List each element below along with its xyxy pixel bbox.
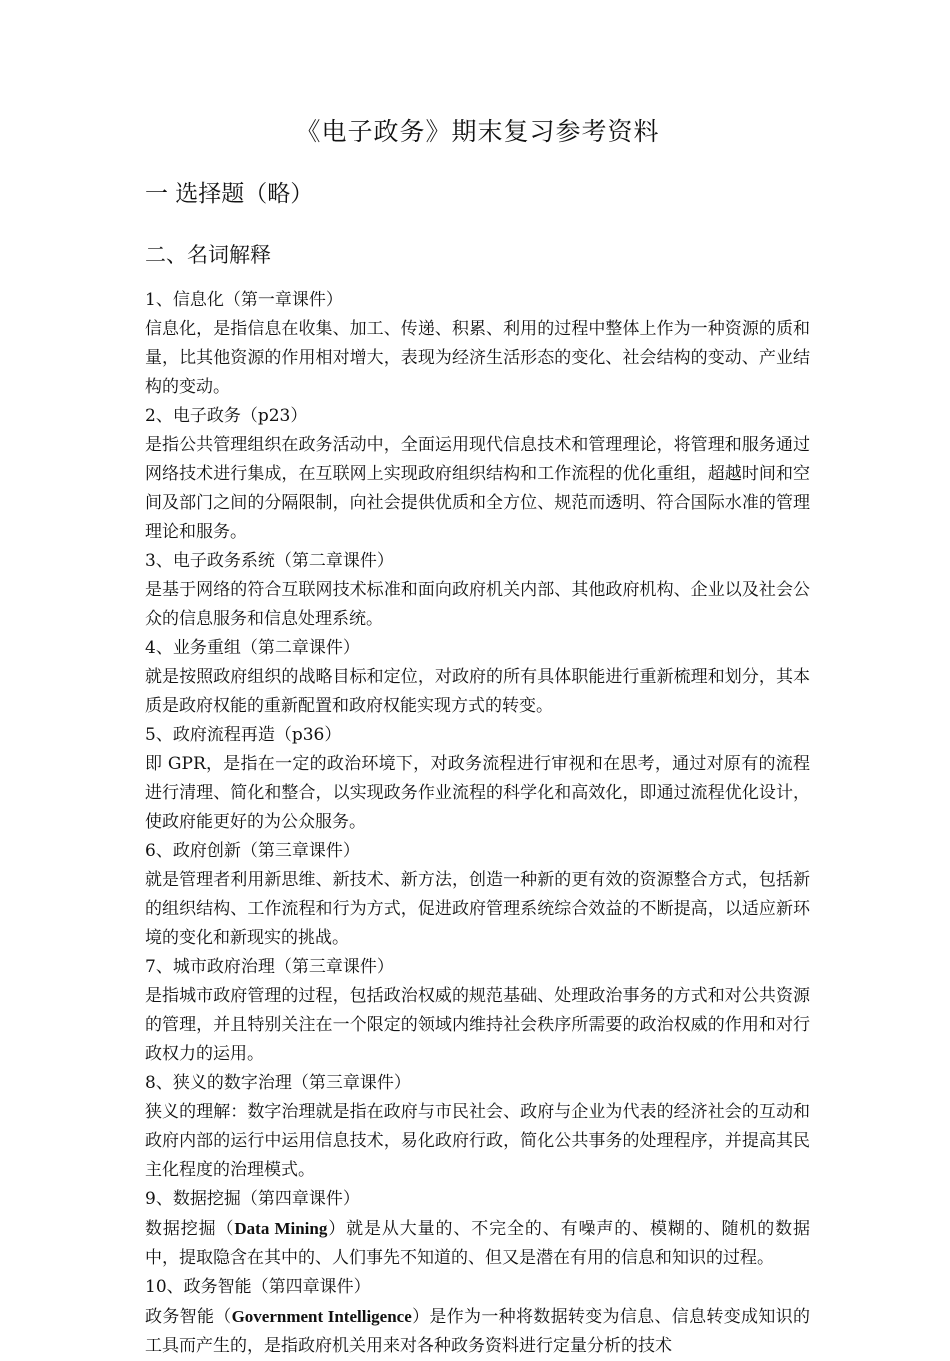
term-definition: 是基于网络的符合互联网技术标准和面向政府机关内部、其他政府机构、企业以及社会公众的信息服务和信息处理系统。 (145, 580, 810, 629)
term-heading: 7、城市政府治理（第三章课件） (145, 957, 394, 977)
term-item (145, 286, 810, 402)
term-definition: 狭义的理解：数字治理就是指在政府与市民社会、政府与企业为代表的经济社会的互动和政府内部的运行中运用信息技术，易化政府行政，简化公共事务的处理程序，并提高其民主化程度的治理模式。 (145, 1102, 810, 1180)
term-item (145, 402, 810, 547)
term-definition: 就是管理者利用新思维、新技术、新方法，创造一种新的更有效的资源整合方式，包括新的组织结构、工作流程和行为方式，促进政府管理系统综合效益的不断提高，以适应新环境的变化和新现实的挑战。 (145, 870, 810, 948)
term-item (145, 837, 810, 953)
term-item (145, 953, 810, 1069)
section-heading-term-definitions: 二、名词解释 (145, 243, 271, 267)
term-heading: 8、狭义的数字治理（第三章课件） (145, 1073, 411, 1093)
term-heading: 10、政务智能（第四章课件） (145, 1277, 371, 1297)
term-heading: 6、政府创新（第三章课件） (145, 841, 360, 861)
term-item (145, 547, 810, 634)
term-definition: 就是按照政府组织的战略目标和定位，对政府的所有具体职能进行重新梳理和划分，其本质是政府权能的重新配置和政府权能实现方式的转变。 (145, 667, 810, 716)
term-heading: 2、电子政务（p23） (145, 406, 308, 426)
term-definition: 信息化，是指信息在收集、加工、传递、积累、利用的过程中整体上作为一种资源的质和量，比其他资源的作用相对增大，表现为经济生活形态的变化、社会结构的变动、产业结构的变动。 (145, 319, 810, 397)
term-item (145, 1185, 810, 1273)
term-list (145, 286, 810, 1361)
term-definition-pre: 政务智能（ (145, 1307, 232, 1327)
term-definition-pre: 数据挖掘（ (145, 1219, 235, 1239)
term-item (145, 1273, 810, 1361)
term-definition-post: ）就是从大量的、不完全的、有噪声的、模糊的、随机的数据中，提取隐含在其中的、人们事先不知道的、但又是潜在有用的信息和知识的过程。 (145, 1219, 811, 1268)
term-english-name: Government Intelligence (231, 1307, 412, 1326)
section-heading-multiple-choice: 一 选择题（略） (145, 181, 314, 207)
term-heading: 9、数据挖掘（第四章课件） (145, 1189, 360, 1209)
term-definition: 是指公共管理组织在政务活动中，全面运用现代信息技术和管理理论，将管理和服务通过网络技术进行集成，在互联网上实现政府组织结构和工作流程的优化重组，超越时间和空间及部门之间的分隔限制，向社会提供优质和全方位、规范而透明、符合国际水准的管理理论和服务。 (145, 435, 810, 542)
term-definition-post: ）是作为一种将数据转变为信息、信息转变成知识的工具而产生的，是指政府机关用来对各种政务资料进行定量分析的技术 (145, 1307, 811, 1356)
term-heading: 5、政府流程再造（p36） (145, 725, 342, 745)
term-definition (145, 1302, 810, 1361)
document-title: 《电子政务》期末复习参考资料 (295, 117, 660, 146)
term-heading: 4、业务重组（第二章课件） (145, 638, 360, 658)
term-definition: 即 GPR，是指在一定的政治环境下，对政务流程进行审视和在思考，通过对原有的流程进行清理、简化和整合，以实现政务作业流程的科学化和高效化，即通过流程优化设计，使政府能更好的为公众服务。 (145, 754, 810, 832)
term-item (145, 1069, 810, 1185)
term-item (145, 721, 810, 837)
term-english-name: Data Mining (234, 1219, 328, 1238)
term-item (145, 634, 810, 721)
term-definition: 是指城市政府管理的过程，包括政治权威的规范基础、处理政治事务的方式和对公共资源的管理，并且特别关注在一个限定的领域内维持社会秩序所需要的政治权威的作用和对行政权力的运用。 (145, 986, 810, 1064)
term-heading: 3、电子政务系统（第二章课件） (145, 551, 394, 571)
term-heading: 1、信息化（第一章课件） (145, 290, 343, 310)
term-definition (145, 1214, 810, 1273)
